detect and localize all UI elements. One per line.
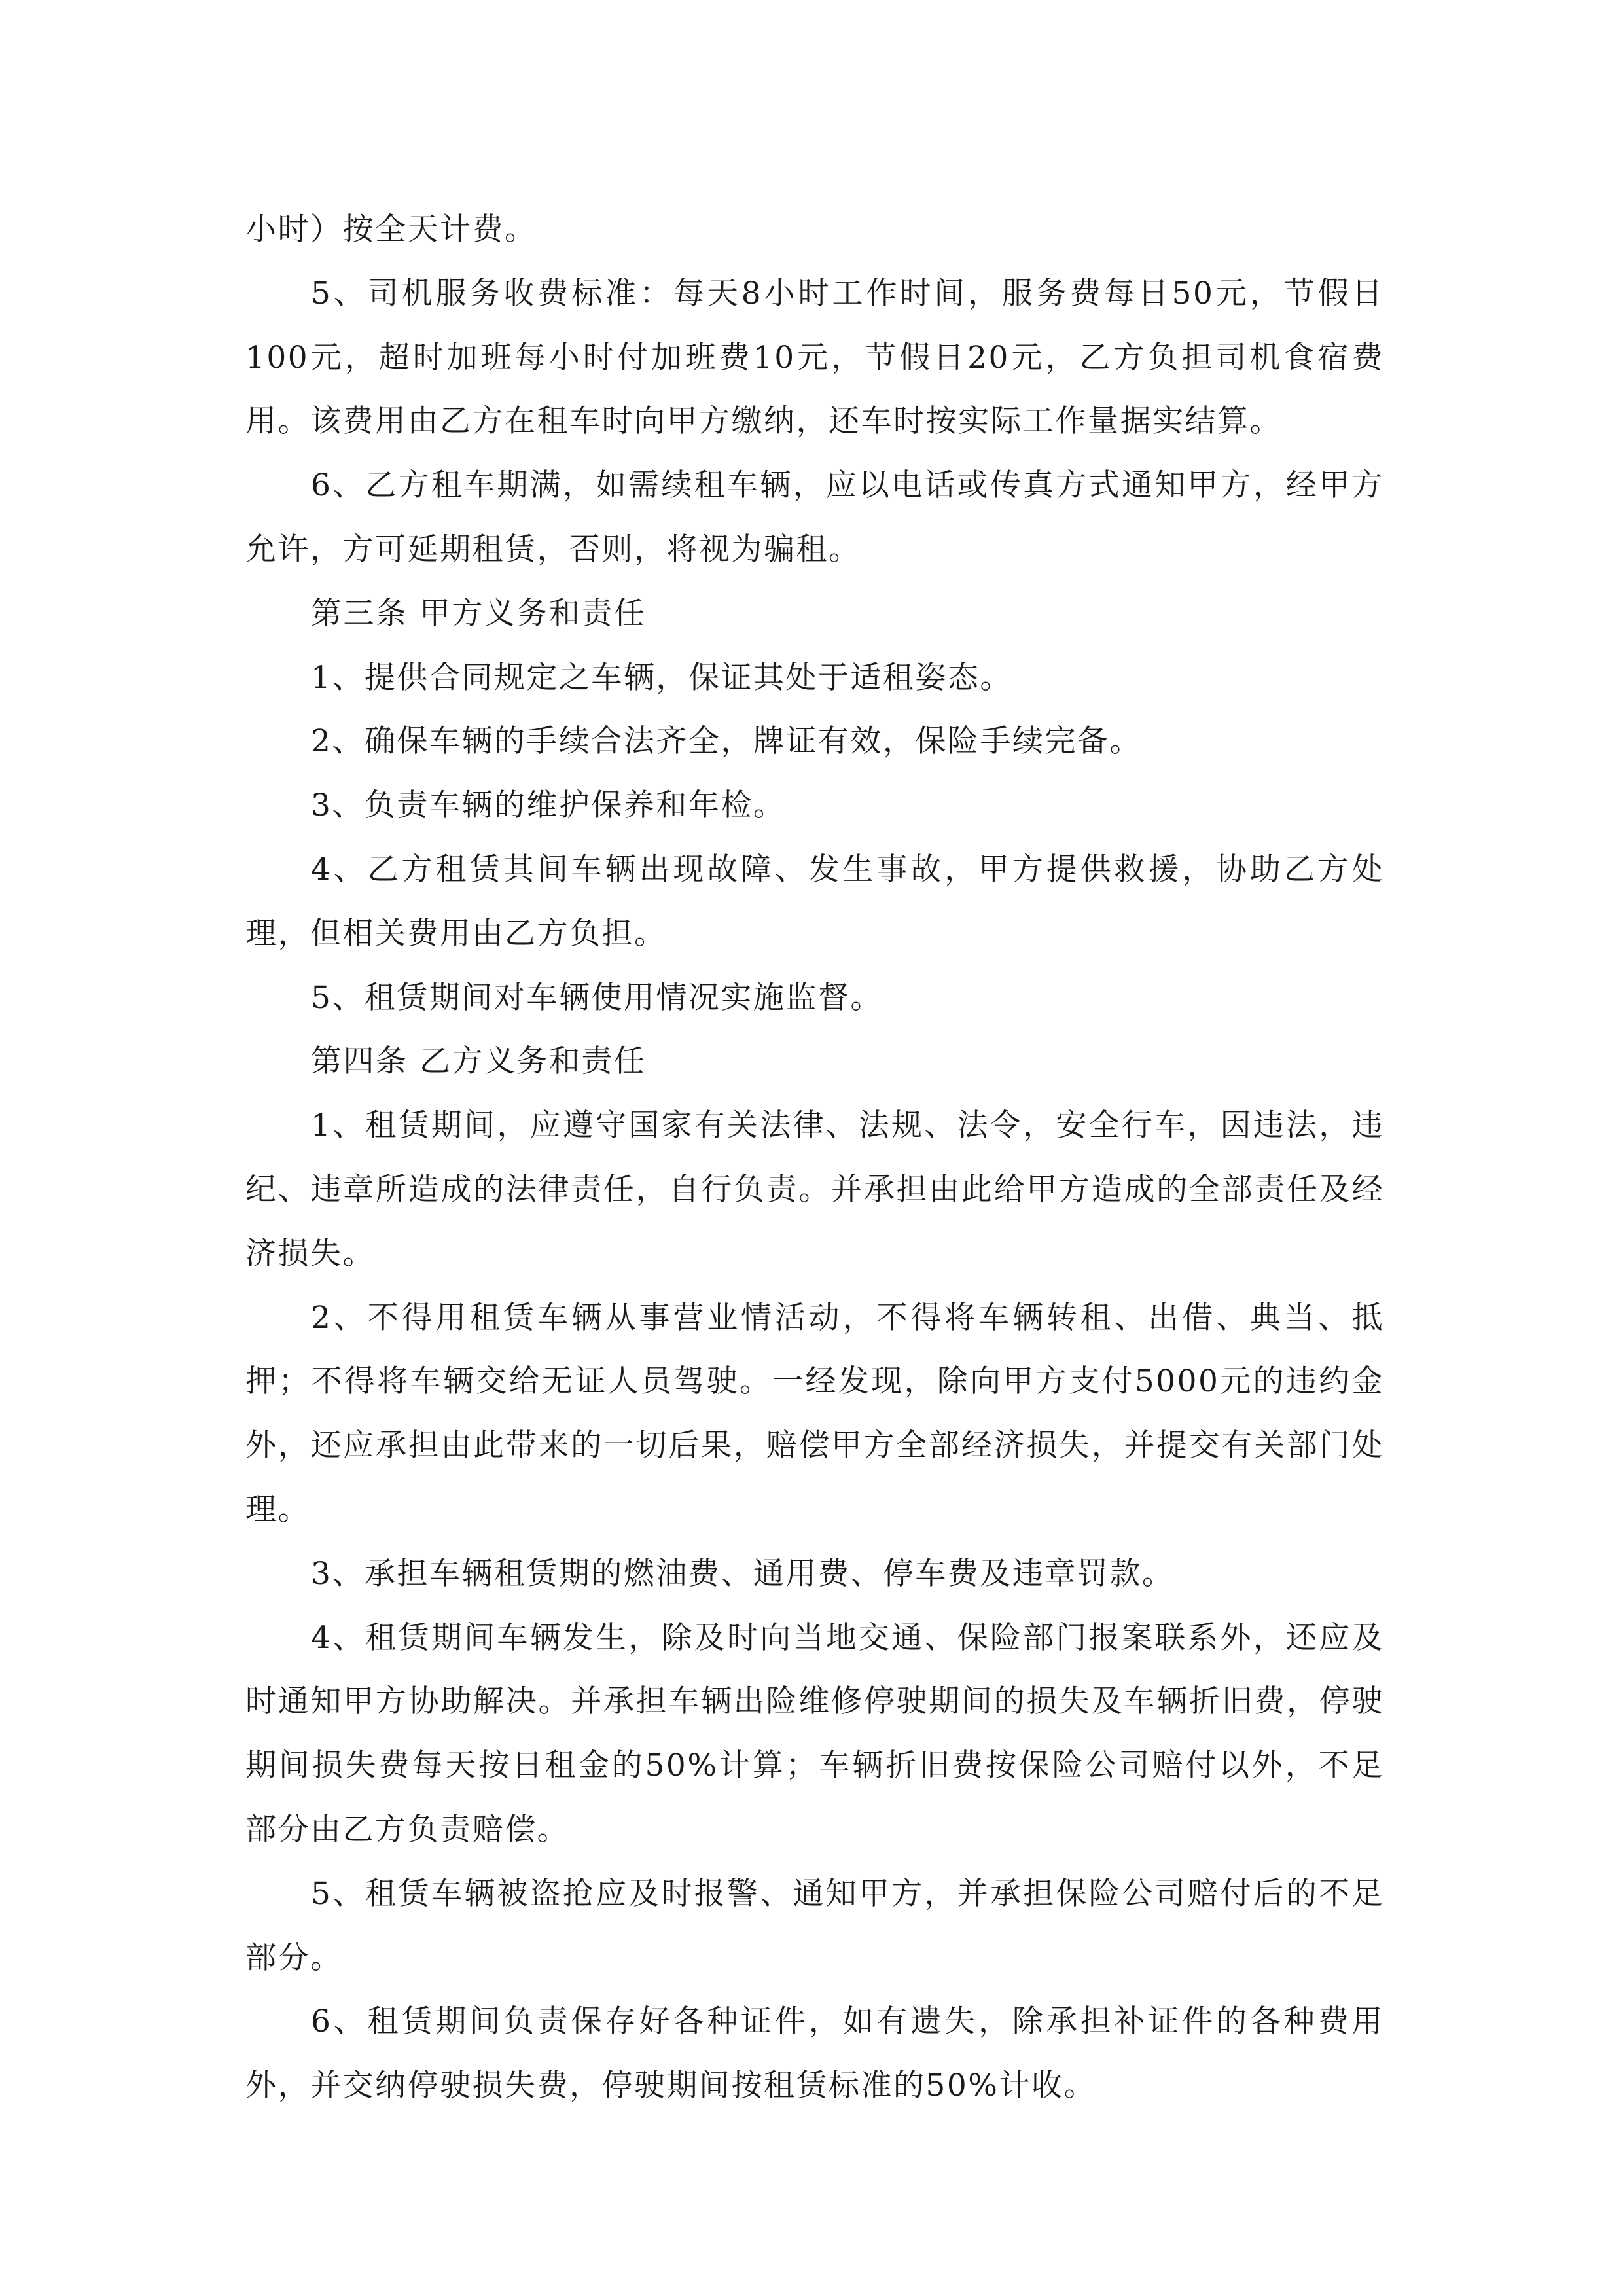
- paragraph-a3-item-5: 5、租赁期间对车辆使用情况实施监督。: [311, 979, 883, 1016]
- paragraph-driver-fee: 5、司机服务收费标准：每天8小时工作时间，服务费每日50元，节假日100元，超时加班每小时付加班费10元，节假日20元，乙方负担司机食宿费用。该费用由乙方在租车时向甲方缴纳，还车时按实际工作量据实结算。: [245, 275, 1384, 440]
- paragraph-a3-item-4: 4、乙方租赁其间车辆出现故障、发生事故，甲方提供救援，协助乙方处理，但相关费用由乙方负担。: [245, 851, 1384, 952]
- heading-article-4: 第四条 乙方义务和责任: [311, 1043, 647, 1080]
- paragraph-a4-item-5: 5、租赁车辆被盗抢应及时报警、通知甲方，并承担保险公司赔付后的不足部分。: [245, 1875, 1384, 1976]
- paragraph-a3-item-2: 2、确保车辆的手续合法齐全，牌证有效，保险手续完备。: [311, 723, 1142, 760]
- paragraph-a3-item-1: 1、提供合同规定之车辆，保证其处于适租姿态。: [311, 659, 1012, 696]
- paragraph-a4-item-6: 6、租赁期间负责保存好各种证件，如有遗失，除承担补证件的各种费用外，并交纳停驶损失费，停驶期间按租赁标准的50%计收。: [245, 2003, 1384, 2104]
- paragraph-a3-item-3: 3、负责车辆的维护保养和年检。: [311, 787, 786, 824]
- paragraph-hours-continuation: 小时）按全天计费。: [245, 211, 537, 247]
- document-body: [245, 198, 1384, 2118]
- paragraph-a4-item-4: 4、租赁期间车辆发生，除及时向当地交通、保险部门报案联系外，还应及时通知甲方协助解决。并承担车辆出险维修停驶期间的损失及车辆折旧费，停驶期间损失费每天按日租金的50%计算；车辆折旧费按保险公司赔付以外，不足部分由乙方负责赔偿。: [245, 1619, 1384, 1848]
- paragraph-a4-item-2: 2、不得用租赁车辆从事营业情活动，不得将车辆转租、出借、典当、抵押；不得将车辆交给无证人员驾驶。一经发现，除向甲方支付5000元的违约金外，还应承担由此带来的一切后果，赔偿甲方全部经济损失，并提交有关部门处理。: [245, 1299, 1384, 1528]
- heading-article-3: 第三条 甲方义务和责任: [311, 595, 647, 632]
- paragraph-lease-renewal: 6、乙方租车期满，如需续租车辆，应以电话或传真方式通知甲方，经甲方允许，方可延期租赁，否则，将视为骗租。: [245, 467, 1384, 567]
- paragraph-a4-item-1: 1、租赁期间，应遵守国家有关法律、法规、法令，安全行车，因违法，违纪、违章所造成的法律责任，自行负责。并承担由此给甲方造成的全部责任及经济损失。: [245, 1107, 1384, 1272]
- paragraph-a4-item-3: 3、承担车辆租赁期的燃油费、通用费、停车费及违章罚款。: [311, 1555, 1175, 1592]
